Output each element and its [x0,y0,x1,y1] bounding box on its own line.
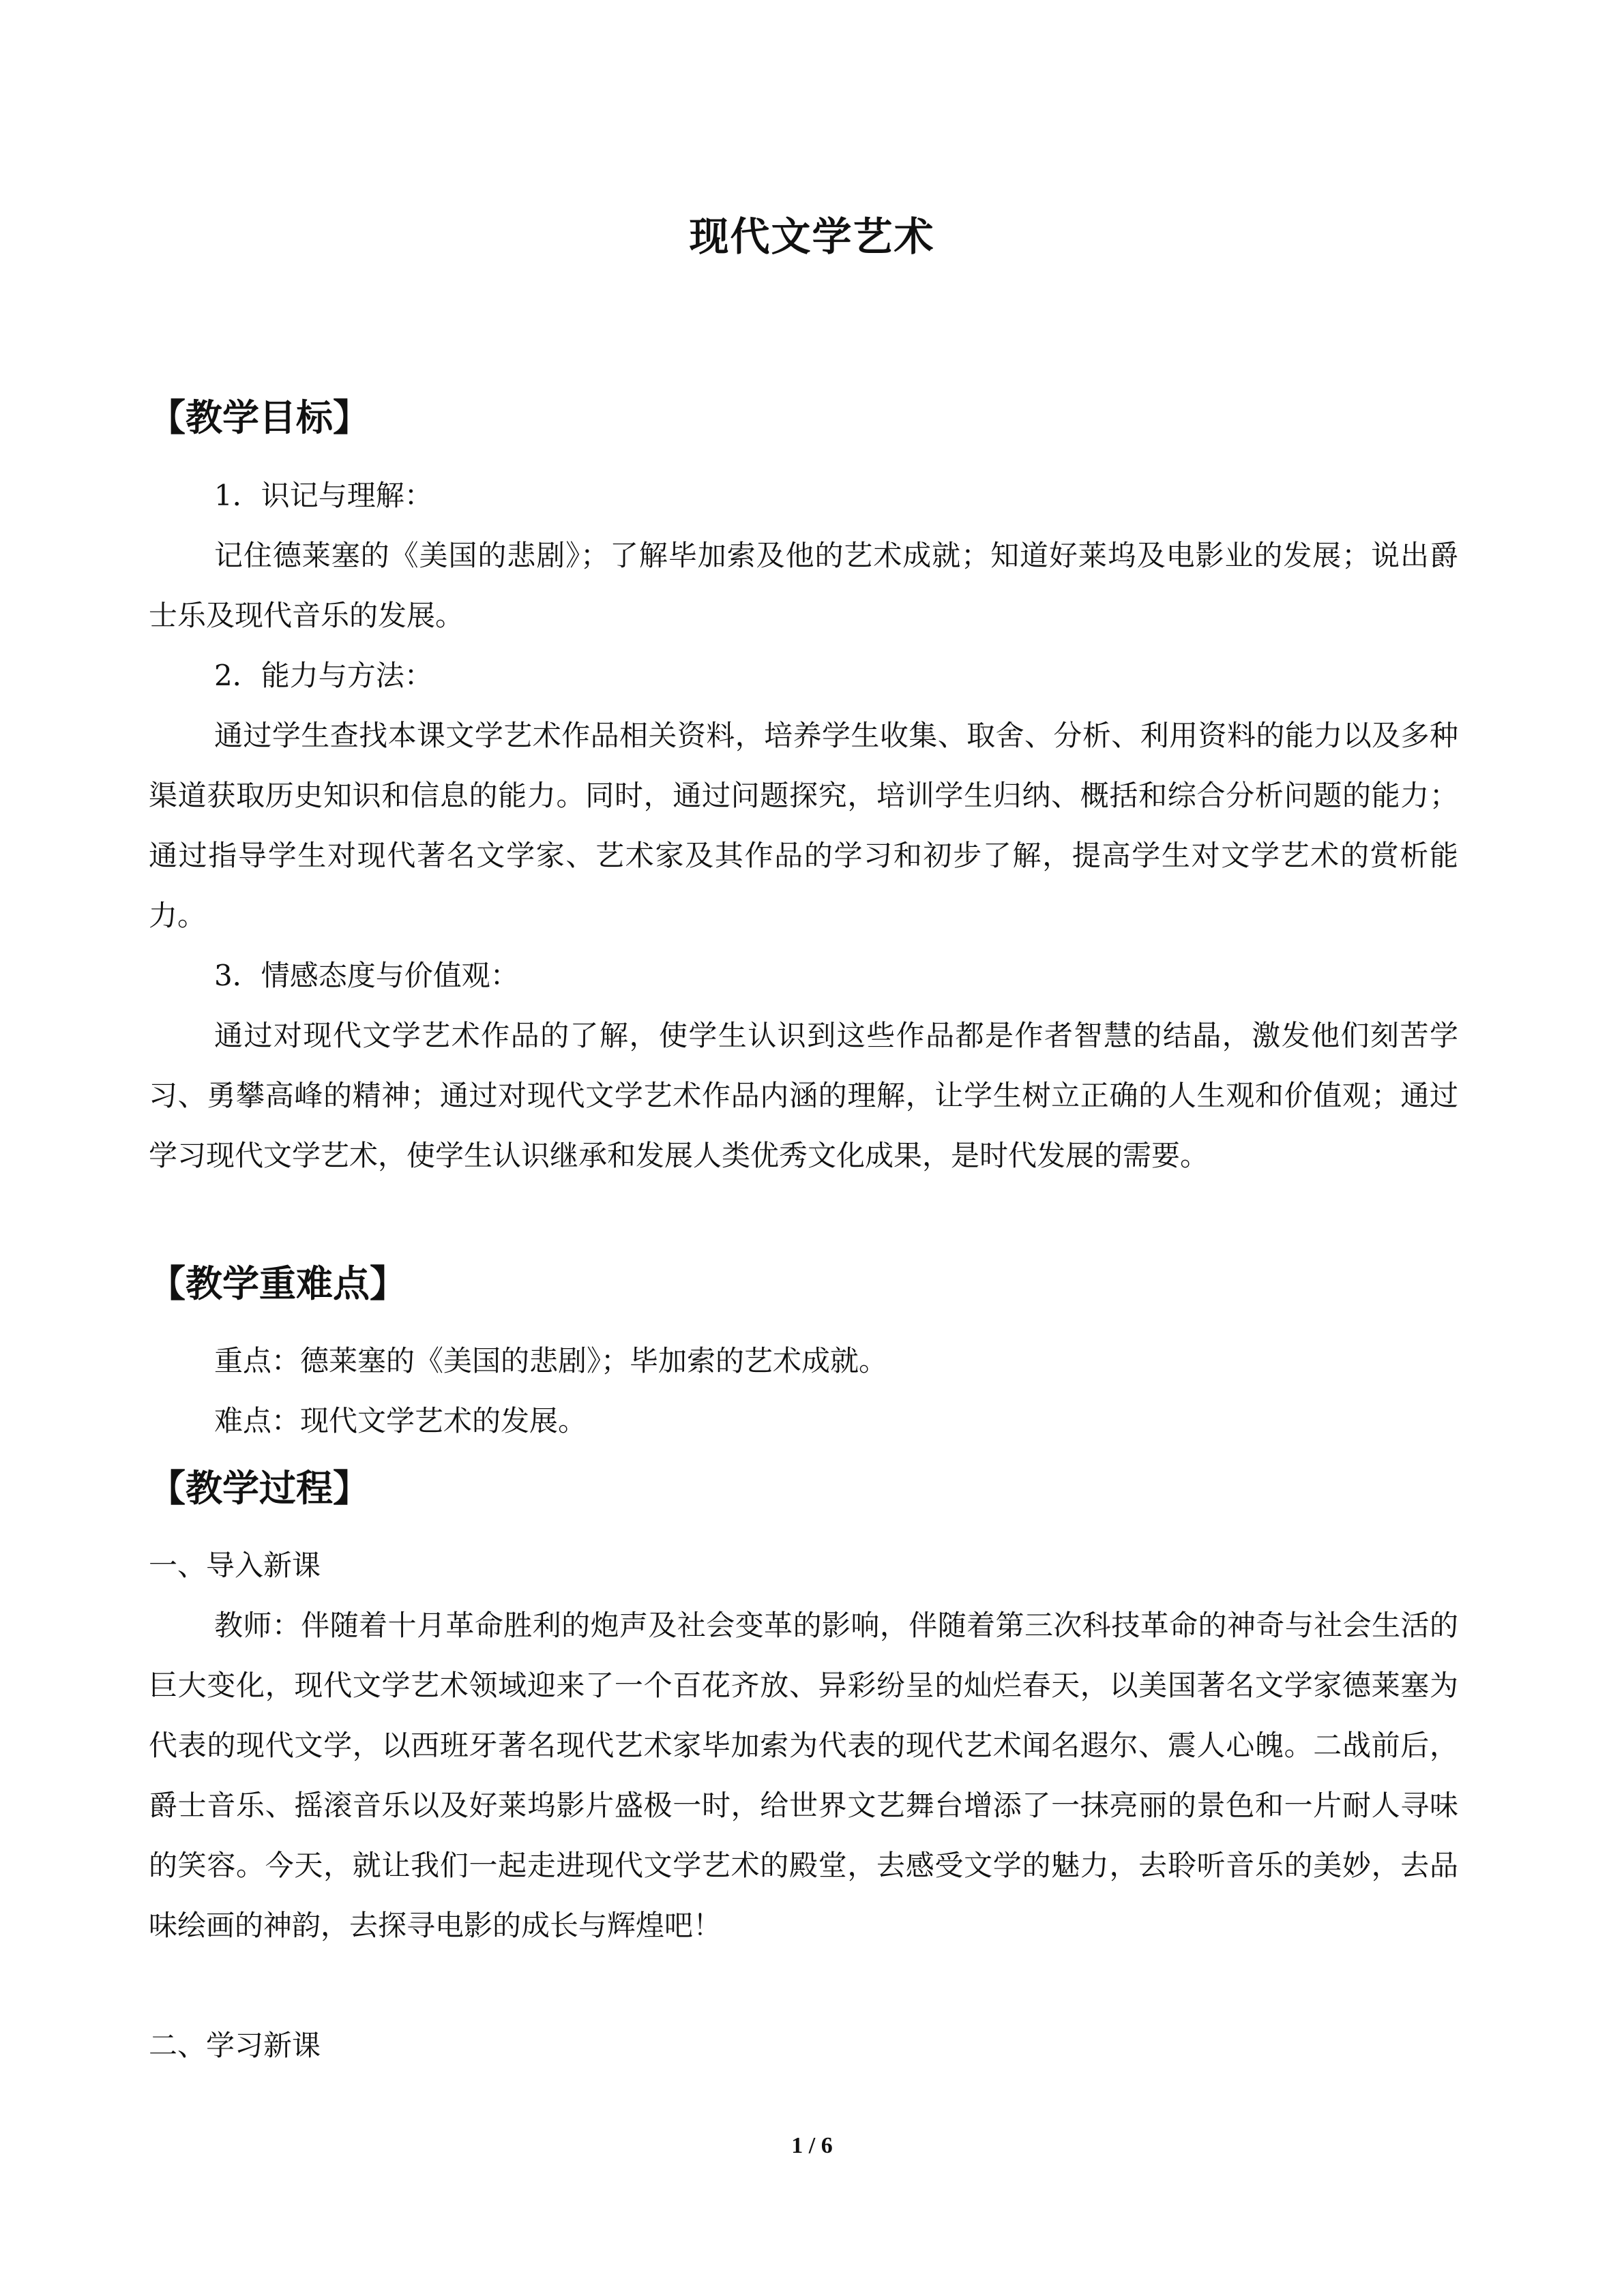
goal-item-1-label: 1．识记与理解： [214,479,433,512]
difficult-point: 难点：现代文学艺术的发展。 [214,1404,587,1437]
process-step-2-heading: 二、学习新课 [149,2029,321,2062]
process-step-1-heading: 一、导入新课 [149,1549,321,1582]
section-heading-process: 【教学过程】 [149,1467,370,1510]
document-title: 现代文学艺术 [689,213,935,260]
goal-item-2-label: 2．能力与方法： [214,659,433,692]
goal-item-1-text: 记住德莱塞的《美国的悲剧》；了解毕加索及他的艺术成就；知道好莱坞及电影业的发展；说出爵士乐及现代音乐的发展。 [149,539,1458,632]
goal-item-2-text: 通过学生查找本课文学艺术作品相关资料，培养学生收集、取舍、分析、利用资料的能力以及多种渠道获取历史知识和信息的能力。同时，通过问题探究，培训学生归纳、概括和综合分析问题的能力；通过指导学生对现代著名文学家、艺术家及其作品的学习和初步了解，提高学生对文学艺术的赏析能力。 [149,719,1458,932]
section-heading-keypoints: 【教学重难点】 [149,1262,407,1305]
section-heading-goals: 【教学目标】 [149,396,370,439]
page-number: 1 / 6 [791,2133,833,2158]
process-step-1-text: 教师：伴随着十月革命胜利的炮声及社会变革的影响，伴随着第三次科技革命的神奇与社会生活的巨大变化，现代文学艺术领域迎来了一个百花齐放、异彩纷呈的灿烂春天，以美国著名文学家德莱塞为代表的现代文学，以西班牙著名现代艺术家毕加索为代表的现代艺术闻名遐尔、震人心魄。二战前后，爵士音乐、摇滚音乐以及好莱坞影片盛极一时，给世界文艺舞台增添了一抹亮丽的景色和一片耐人寻味的笑容。今天，就让我们一起走进现代文学艺术的殿堂，去感受文学的魅力，去聆听音乐的美妙，去品味绘画的神韵，去探寻电影的成长与辉煌吧！ [149,1609,1458,1942]
key-point: 重点：德莱塞的《美国的悲剧》；毕加索的艺术成就。 [214,1344,888,1377]
goal-item-3-label: 3．情感态度与价值观： [214,959,519,992]
goal-item-3-text: 通过对现代文学艺术作品的了解，使学生认识到这些作品都是作者智慧的结晶，激发他们刻苦学习、勇攀高峰的精神；通过对现代文学艺术作品内涵的理解，让学生树立正确的人生观和价值观；通过学习现代文学艺术，使学生认识继承和发展人类优秀文化成果，是时代发展的需要。 [149,1019,1458,1172]
